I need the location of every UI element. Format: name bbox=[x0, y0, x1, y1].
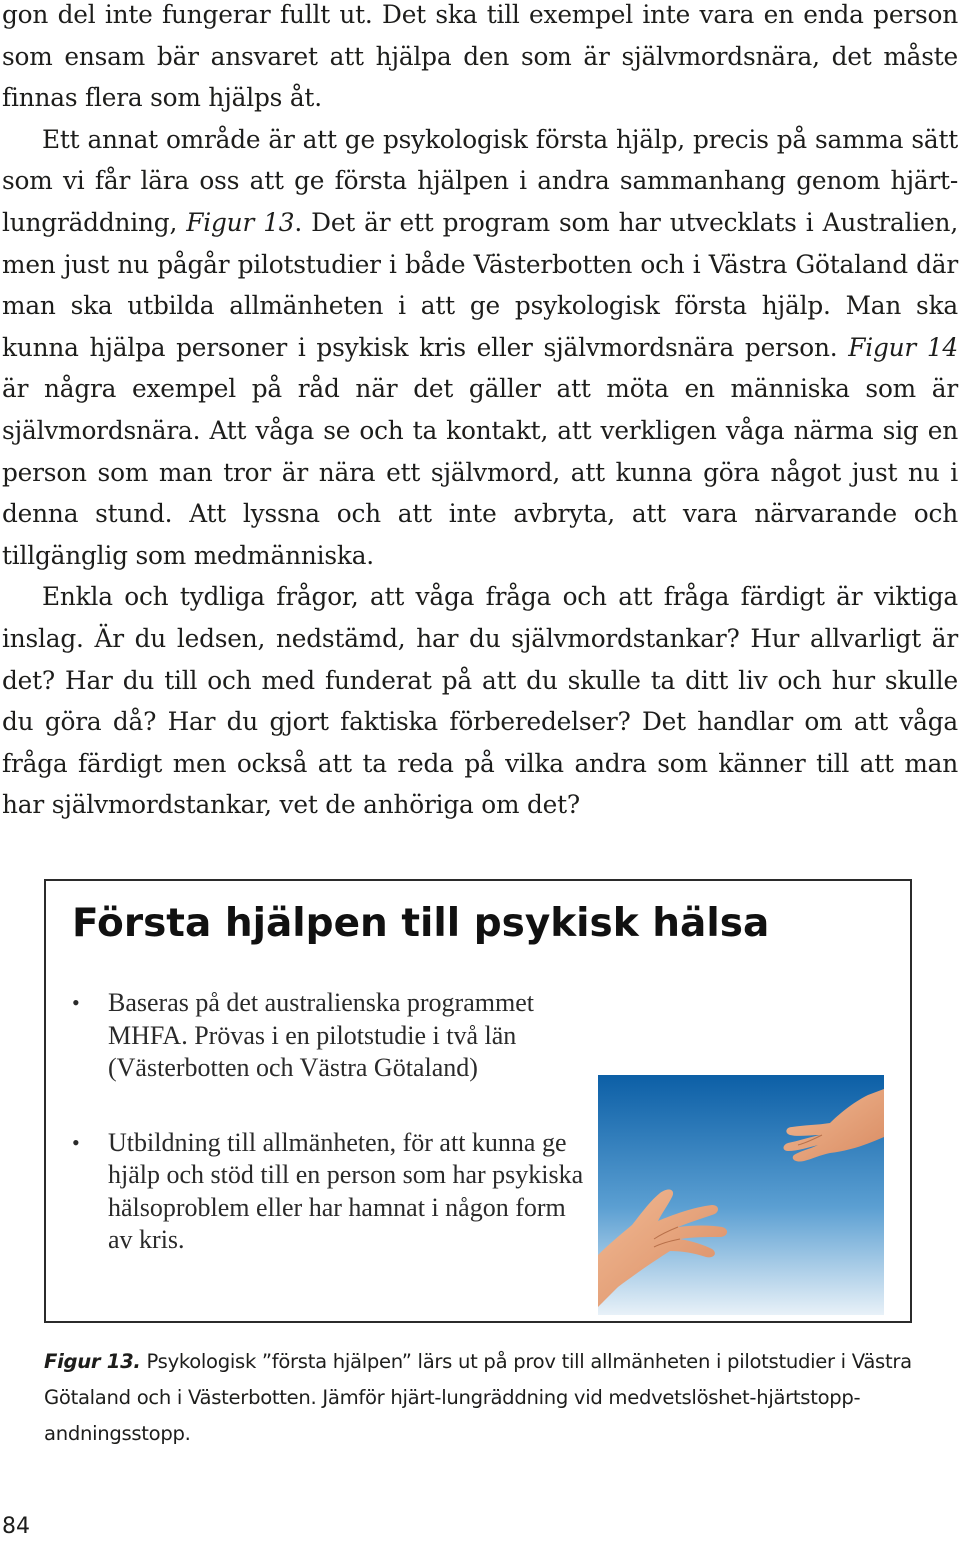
bullet-icon: • bbox=[72, 1129, 80, 1155]
paragraph-2-text-a: Ett annat område är att ge psykologisk första hjälp, precis på samma sätt som vi får lära oss att ge första hjälpen i andra sammanhang genom hjärt-lungräddning, bbox=[2, 124, 958, 237]
paragraph-2 bbox=[2, 119, 958, 577]
paragraph-1: gon del inte fungerar fullt ut. Det ska till exempel inte vara en enda person som ensam bär ansvaret att hjälpa den som är självmordsnära, det måste finnas flera som hjälps åt. bbox=[2, 0, 958, 113]
figure-caption bbox=[44, 1344, 914, 1452]
sky-background bbox=[598, 1075, 884, 1315]
paragraph-2-text-c: är några exempel på råd när det gäller att möta en människa som är självmordsnära. Att våga se och ta kontakt, att verkligen våga närma sig en person som man tror är nära ett självmord, att kunna göra något just nu i denna stund. Att lyssna och att inte avbryta, att vara närvarande och tillgänglig som medmänniska. bbox=[2, 374, 958, 570]
caption-text: Psykologisk ”första hjälpen” lärs ut på prov till allmänheten i pilotstudier i Västra Götaland och i Västerbotten. Jämför hjärt-lungräddning vid medvetslöshet-hjärtstopp-andningsstopp. bbox=[44, 1350, 912, 1445]
paragraph-2-text-b: . Det är ett program som har utvecklats i Australien, men just nu pågår pilotstudier i både Västerbotten och i Västra Götaland där man ska utbilda allmänheten i att ge psykologisk första hjälp. Man ska kunna hjälpa personer i psykisk kris eller självmordsnära person. bbox=[2, 207, 959, 362]
slide-bullet-item bbox=[72, 987, 592, 1085]
slide-bullet-item bbox=[72, 1127, 592, 1257]
caption-label: Figur 13. bbox=[44, 1350, 141, 1373]
figure-14-reference: Figur 14 bbox=[848, 332, 958, 362]
slide-bullet-list bbox=[72, 987, 592, 1299]
slide-bullet-text: Baseras på det australienska programmet MHFA. Prövas i en pilotstudie i två län (Västerbotten och Västra Götaland) bbox=[108, 988, 534, 1082]
paragraph-3: Enkla och tydliga frågor, att våga fråga och att fråga färdigt är viktiga inslag. Är du ledsen, nedstämd, har du självmordstankar? Hur allvarligt är det? Har du till och med funderat på att du skulle ta ditt liv och hur skulle du göra då? Har du gjort faktiska förberedelser? Det handlar om att våga fråga färdigt men också att ta reda på vilka andra som känner till att man har självmordstankar, vet de anhöriga om det? bbox=[2, 582, 958, 820]
body-text bbox=[2, 0, 958, 826]
bullet-icon: • bbox=[72, 990, 80, 1015]
slide-title: Första hjälpen till psykisk hälsa bbox=[72, 901, 770, 946]
figure-13-reference: Figur 13 bbox=[186, 207, 295, 237]
photo-layer bbox=[598, 1075, 884, 1315]
page-number: 84 bbox=[2, 1514, 30, 1539]
slide-bullet-text: Utbildning till allmänheten, för att kunna ge hjälp och stöd till en person som har psykiska hälsoproblem eller har hamnat i någon form av kris. bbox=[108, 1127, 584, 1254]
